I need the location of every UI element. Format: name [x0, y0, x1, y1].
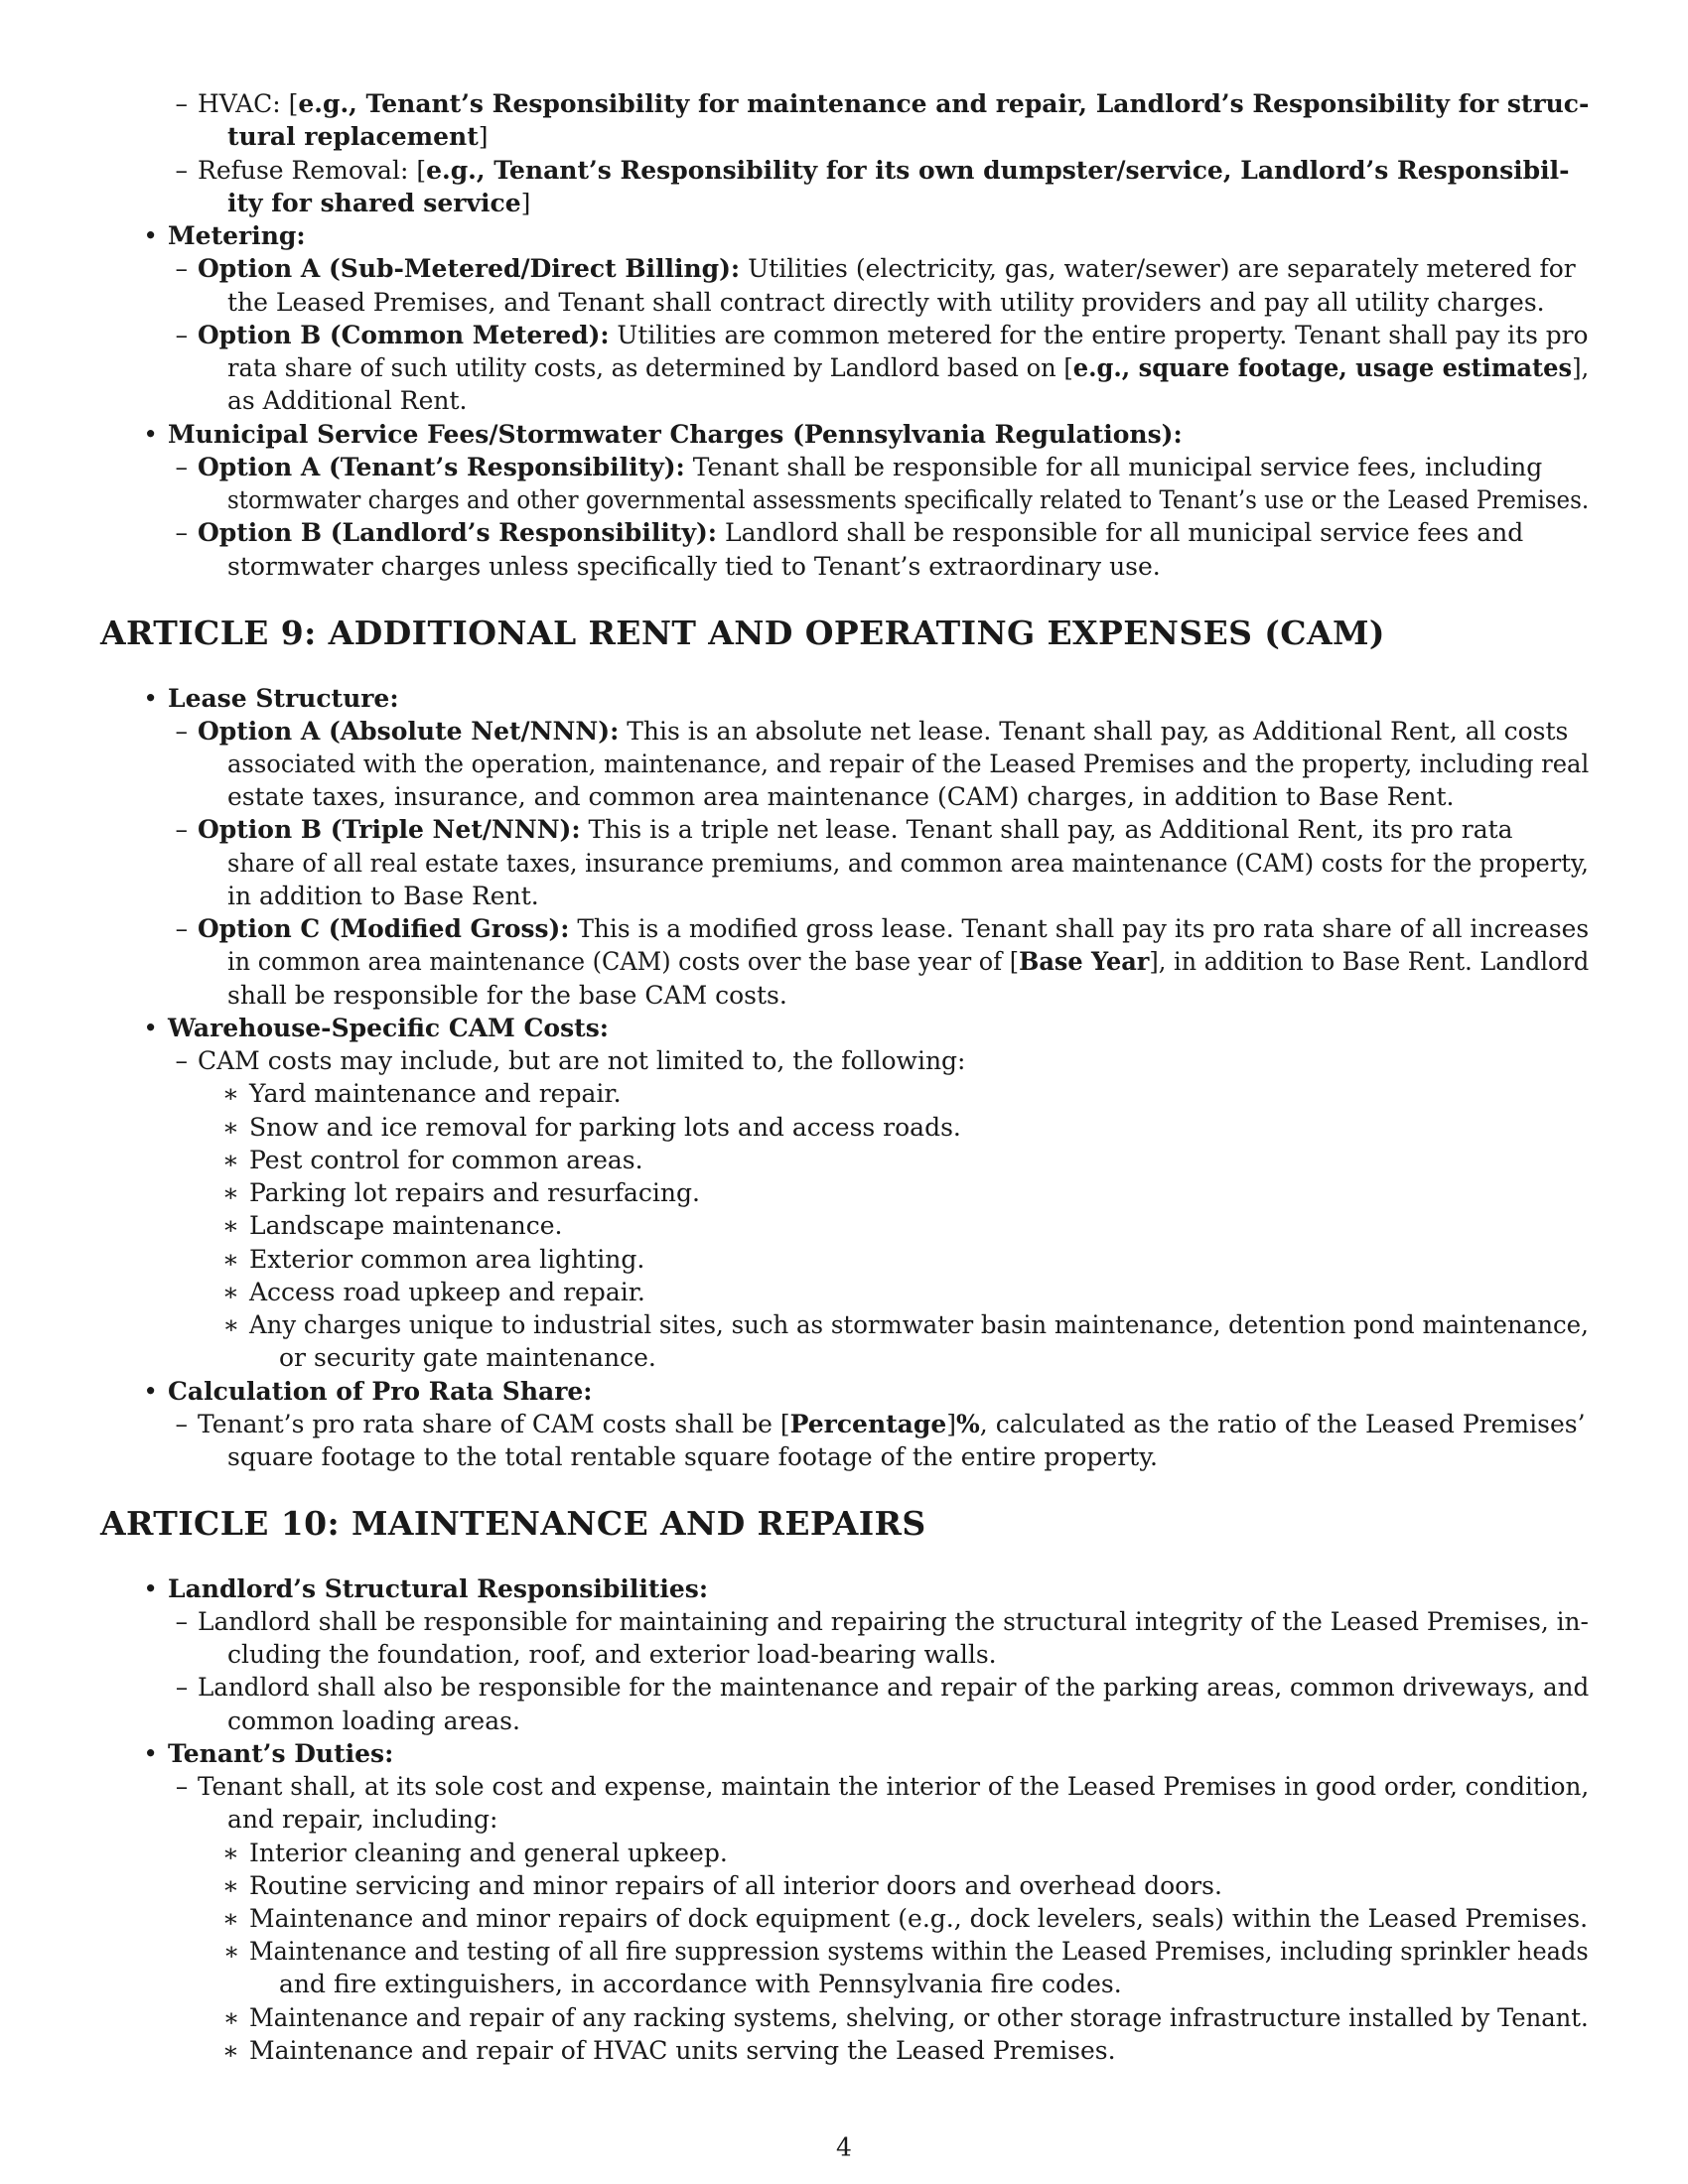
body-text: square footage to the total rentable square footage of the entire property. — [227, 1441, 1158, 1471]
dash-marker: – — [175, 1045, 188, 1075]
article-heading — [100, 614, 1385, 653]
asterisk-marker: ∗ — [222, 1277, 239, 1306]
document-line — [227, 1440, 1158, 1473]
body-text: Landlord shall be responsible for maintaining and repairing the structural integrity of the Leased Premises, in- — [198, 1606, 1589, 1636]
body-text: as Additional Rent. — [227, 385, 468, 415]
document-line — [227, 550, 1161, 583]
document-line — [175, 1408, 1586, 1440]
body-text: Maintenance and minor repairs of dock equipment (e.g., dock levelers, seals) within the Leased Premises. — [249, 1903, 1589, 1933]
body-text: share of all real estate taxes, insurance premiums, and common area maintenance (CAM) costs for the property, — [227, 848, 1589, 878]
asterisk-marker: ∗ — [222, 1244, 239, 1274]
body-text: Refuse Removal: [ — [198, 155, 427, 185]
body-text: HVAC: [ — [198, 88, 299, 118]
document-line — [227, 483, 1589, 516]
document-line — [222, 1209, 563, 1242]
asterisk-marker: ∗ — [222, 1870, 239, 1900]
document-line — [227, 384, 468, 417]
document-line — [227, 880, 539, 912]
body-text: This is a modified gross lease. Tenant shall pay its pro rata share of all increases — [569, 913, 1590, 943]
body-text: Routine servicing and minor repairs of all interior doors and overhead doors. — [249, 1870, 1222, 1900]
body-text: ] — [478, 121, 489, 151]
dash-marker: – — [175, 1771, 189, 1801]
body-text: ] — [946, 1409, 957, 1438]
document-line — [143, 1737, 394, 1770]
body-text: ], in addition to Base Rent. Landlord — [1149, 946, 1590, 976]
dash-marker: – — [175, 913, 189, 943]
document-line — [227, 1803, 497, 1836]
bold-text: Option C (Modified Gross): — [198, 913, 570, 943]
document-line — [175, 87, 1590, 120]
bullet-marker: • — [143, 419, 158, 449]
document-line — [227, 351, 1589, 384]
document-line — [143, 418, 1183, 451]
bold-text: % — [956, 1409, 980, 1438]
document-line — [175, 1671, 1590, 1704]
bold-text: Option A (Absolute Net/NNN): — [198, 716, 620, 746]
body-text: in addition to Base Rent. — [227, 881, 539, 910]
body-text: Tenant shall, at its sole cost and expense, maintain the interior of the Leased Premises in good order, condition, — [198, 1771, 1590, 1801]
dash-marker: – — [175, 88, 189, 118]
bold-text: e.g., Tenant’s Responsibility for its own dumpster/service, Landlord’s Responsibil- — [426, 155, 1570, 185]
asterisk-marker: ∗ — [223, 1936, 240, 1966]
asterisk-marker: ∗ — [222, 2035, 239, 2065]
asterisk-marker: ∗ — [222, 1838, 239, 1867]
asterisk-marker: ∗ — [222, 1145, 239, 1174]
dash-marker: – — [175, 320, 189, 349]
bullet-marker: • — [143, 1738, 158, 1768]
bold-text: Option B (Triple Net/NNN): — [198, 814, 581, 844]
document-line — [222, 1077, 622, 1110]
bold-text: Landlord’s Structural Responsibilities: — [168, 1573, 709, 1603]
dash-marker: – — [175, 1409, 188, 1438]
dash-marker: – — [175, 716, 188, 746]
body-text: in common area maintenance (CAM) costs over the base year of [ — [227, 946, 1020, 976]
dash-marker: – — [175, 1606, 189, 1636]
asterisk-marker: ∗ — [222, 1177, 239, 1207]
document-line — [143, 1012, 609, 1044]
document-line — [175, 252, 1576, 285]
bold-text: Option B (Landlord’s Responsibility): — [198, 517, 718, 547]
body-text: common loading areas. — [227, 1706, 520, 1735]
body-text: Maintenance and testing of all fire suppression systems within the Leased Premises, including sprinkler heads — [249, 1936, 1589, 1966]
asterisk-marker: ∗ — [222, 1903, 239, 1933]
body-text: Maintenance and repair of HVAC units serving the Leased Premises. — [249, 2035, 1116, 2065]
document-line — [222, 1837, 728, 1869]
body-text: Utilities are common metered for the entire property. Tenant shall pay its pro — [609, 320, 1589, 349]
bold-text: e.g., square footage, usage estimates — [1072, 352, 1573, 382]
dash-marker: – — [175, 814, 188, 844]
document-line — [222, 1176, 700, 1209]
asterisk-marker: ∗ — [222, 1309, 240, 1339]
body-text: stormwater charges and other governmental assessments specifically related to Tenant’s use or the Leased Premises. — [227, 484, 1590, 514]
document-line — [222, 1308, 1589, 1341]
document-line — [175, 319, 1589, 351]
bold-text: Municipal Service Fees/Stormwater Charges (Pennsylvania Regulations): — [168, 419, 1183, 449]
body-text: Pest control for common areas. — [249, 1145, 643, 1174]
document-line — [227, 979, 787, 1012]
document-line — [175, 912, 1590, 945]
bullet-marker: • — [143, 1376, 158, 1406]
bold-text: Option B (Common Metered): — [198, 320, 610, 349]
bold-text: Warehouse-Specific CAM Costs: — [168, 1013, 609, 1042]
body-text: the Leased Premises, and Tenant shall contract directly with utility providers and pay all utility charges. — [227, 287, 1545, 317]
page-number: 4 — [836, 2132, 852, 2162]
body-text: and repair, including: — [227, 1804, 498, 1834]
body-text: associated with the operation, maintenance, and repair of the Leased Premises and the property, including real — [227, 749, 1590, 778]
document-line — [175, 1044, 966, 1077]
body-text: estate taxes, insurance, and common area maintenance (CAM) charges, in addition to Base Rent. — [227, 781, 1455, 811]
document-line — [227, 847, 1589, 880]
body-text: ] — [520, 188, 531, 217]
body-text: Any charges unique to industrial sites, such as stormwater basin maintenance, detention pond maintenance, — [249, 1309, 1589, 1339]
document-line — [227, 187, 530, 219]
document-line — [222, 1144, 643, 1176]
document-line — [227, 945, 1589, 978]
document-line — [222, 2034, 1116, 2067]
bullet-marker: • — [143, 1573, 158, 1603]
body-text: Access road upkeep and repair. — [249, 1277, 645, 1306]
bullet-marker: • — [143, 683, 158, 713]
dash-marker: – — [175, 253, 188, 283]
bold-text: Lease Structure: — [168, 683, 399, 713]
body-text: stormwater charges unless specifically tied to Tenant’s extraordinary use. — [227, 551, 1161, 581]
body-text: Tenant’s pro rata share of CAM costs shall be [ — [198, 1409, 790, 1438]
asterisk-marker: ∗ — [222, 1210, 239, 1240]
document-line — [279, 1968, 1122, 2000]
body-text: Snow and ice removal for parking lots and access roads. — [249, 1112, 961, 1142]
body-text: ARTICLE 10: MAINTENANCE AND REPAIRS — [100, 1504, 926, 1543]
document-line — [175, 1770, 1590, 1803]
document-line — [143, 219, 306, 252]
document-line — [222, 1902, 1589, 1935]
dash-marker: – — [175, 1672, 189, 1702]
document-line — [222, 1276, 645, 1308]
bullet-marker: • — [143, 220, 158, 250]
document-line — [143, 1572, 709, 1605]
document-line — [222, 2001, 1589, 2034]
document-line — [175, 451, 1543, 483]
document-line — [222, 1111, 961, 1144]
body-text: rata share of such utility costs, as determined by Landlord based on [ — [227, 352, 1073, 382]
bold-text: Percentage — [789, 1409, 947, 1438]
document-line — [227, 1638, 997, 1671]
document-line — [222, 1869, 1222, 1902]
body-text: Tenant shall be responsible for all municipal service fees, including — [684, 452, 1543, 481]
document-line — [175, 715, 1569, 748]
body-text: , calculated as the ratio of the Leased Premises’ — [979, 1409, 1586, 1438]
body-text: ARTICLE 9: ADDITIONAL RENT AND OPERATING EXPENSES (CAM) — [100, 614, 1385, 652]
body-text: Landlord shall also be responsible for the maintenance and repair of the parking areas, common driveways, and — [198, 1672, 1590, 1702]
body-text: This is an absolute net lease. Tenant shall pay, as Additional Rent, all costs — [619, 716, 1569, 746]
document-line — [175, 1605, 1589, 1638]
document-line — [175, 516, 1524, 549]
body-text: cluding the foundation, roof, and exterior load-bearing walls. — [227, 1639, 997, 1669]
dash-marker: – — [175, 517, 188, 547]
body-text: Maintenance and repair of any racking systems, shelving, or other storage infrastructure installed by Tenant. — [249, 2002, 1589, 2032]
body-text: This is a triple net lease. Tenant shall pay, as Additional Rent, its pro rata — [580, 814, 1513, 844]
document-line — [175, 154, 1570, 187]
document-line — [227, 780, 1454, 813]
document-line — [222, 1243, 645, 1276]
body-text: and fire extinguishers, in accordance with Pennsylvania fire codes. — [279, 1969, 1122, 1998]
asterisk-marker: ∗ — [222, 1112, 239, 1142]
document-line — [227, 120, 489, 153]
asterisk-marker: ∗ — [222, 1078, 239, 1108]
bold-text: ity for shared service — [227, 188, 521, 217]
document-line — [279, 1341, 656, 1374]
body-text: Landlord shall be responsible for all municipal service fees and — [717, 517, 1524, 547]
document-line — [227, 1705, 520, 1737]
body-text: Exterior common area lighting. — [249, 1244, 645, 1274]
article-heading — [100, 1504, 926, 1544]
document-line — [175, 813, 1513, 846]
body-text: Landscape maintenance. — [249, 1210, 563, 1240]
body-text: Yard maintenance and repair. — [249, 1078, 622, 1108]
document-line — [143, 1375, 593, 1408]
body-text: CAM costs may include, but are not limited to, the following: — [198, 1045, 966, 1075]
dash-marker: – — [175, 155, 188, 185]
body-text: Parking lot repairs and resurfacing. — [249, 1177, 700, 1207]
bold-text: Option A (Sub-Metered/Direct Billing): — [198, 253, 741, 283]
body-text: or security gate maintenance. — [279, 1342, 656, 1372]
body-text: ], — [1572, 352, 1590, 382]
asterisk-marker: ∗ — [222, 2002, 240, 2032]
bold-text: Base Year — [1019, 946, 1150, 976]
document-line — [143, 682, 399, 715]
document-line — [227, 748, 1589, 780]
bold-text: Metering: — [168, 220, 306, 250]
bold-text: Calculation of Pro Rata Share: — [168, 1376, 593, 1406]
bold-text: Option A (Tenant’s Responsibility): — [198, 452, 685, 481]
dash-marker: – — [175, 452, 188, 481]
bold-text: tural replacement — [227, 121, 479, 151]
document-line — [223, 1935, 1589, 1968]
bold-text: Tenant’s Duties: — [168, 1738, 394, 1768]
body-text: shall be responsible for the base CAM costs. — [227, 980, 787, 1010]
body-text: Utilities (electricity, gas, water/sewer) are separately metered for — [740, 253, 1576, 283]
body-text: Interior cleaning and general upkeep. — [249, 1838, 728, 1867]
bold-text: e.g., Tenant’s Responsibility for maintenance and repair, Landlord’s Responsibility for struc- — [298, 88, 1590, 118]
bullet-marker: • — [143, 1013, 158, 1042]
document-line — [227, 286, 1545, 319]
